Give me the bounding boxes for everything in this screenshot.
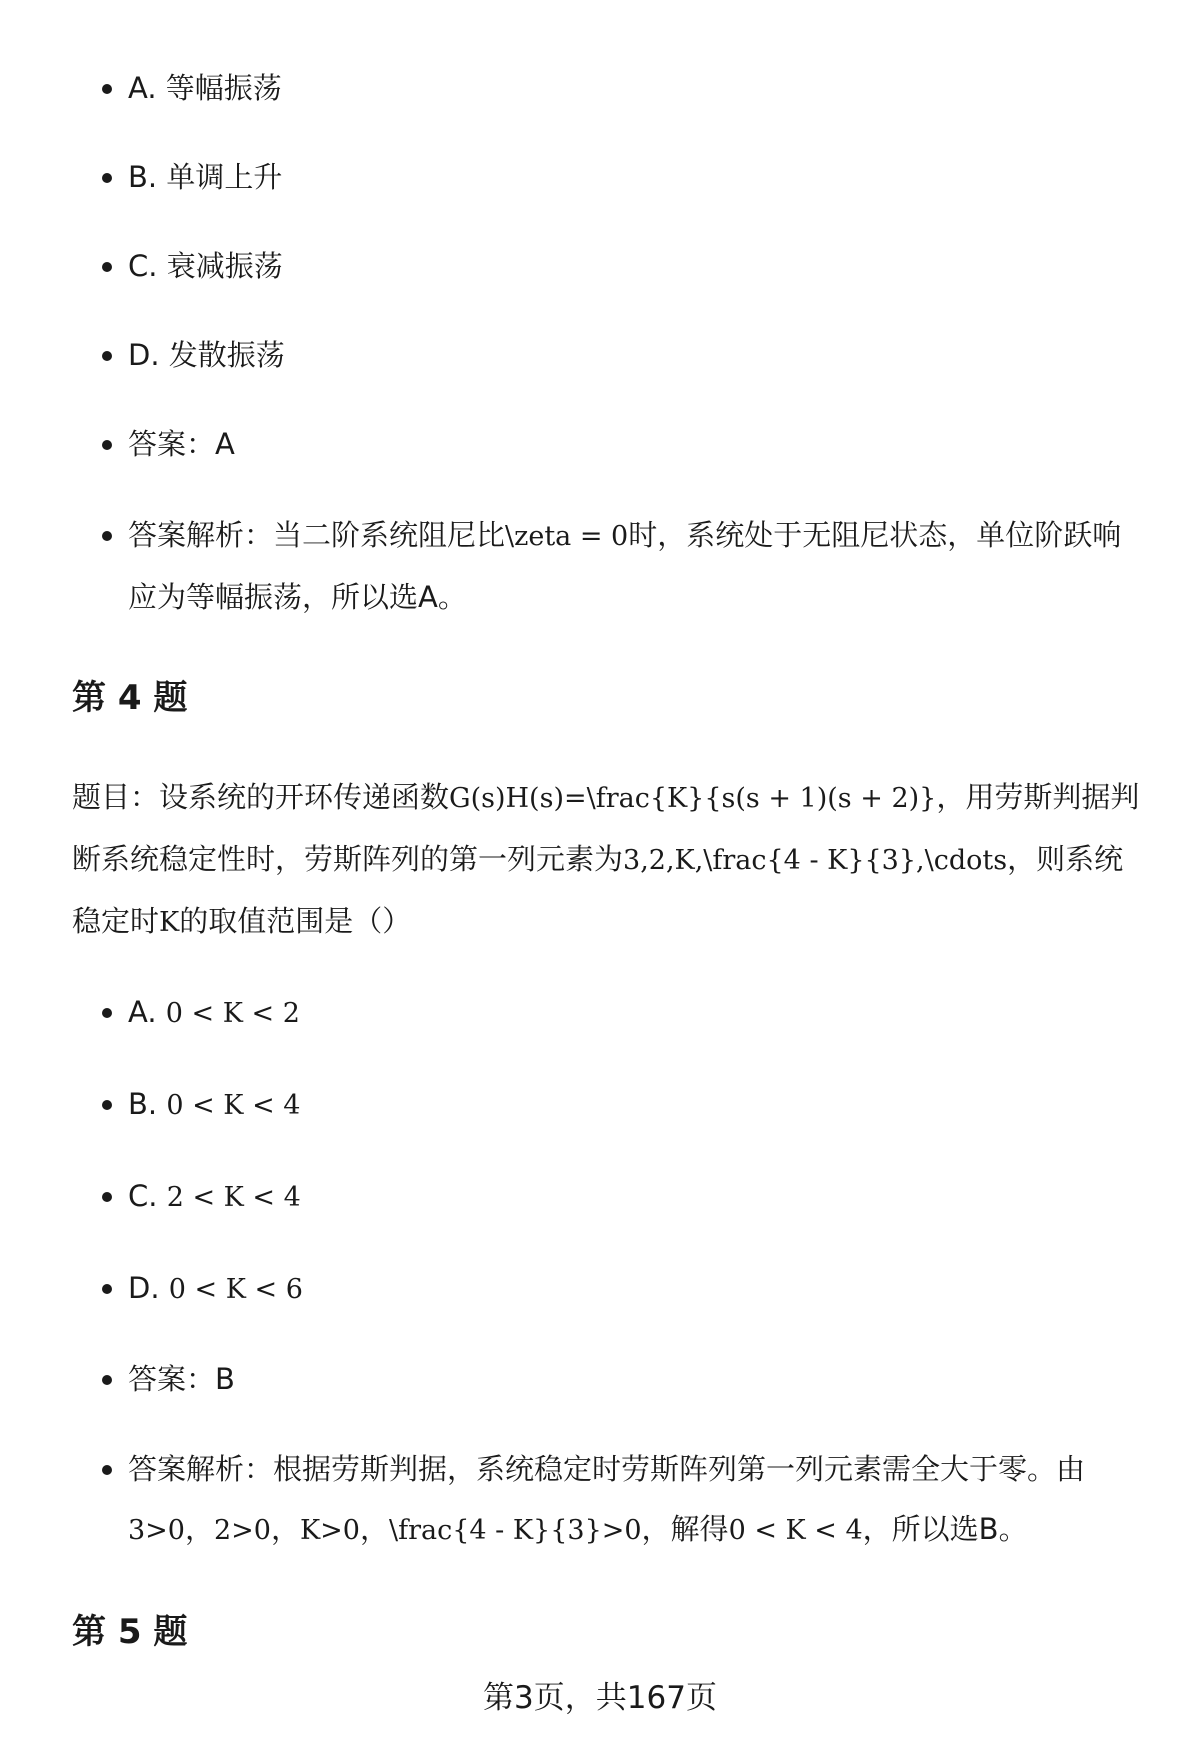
option-label: D. [128, 338, 160, 372]
q4-explanation [128, 1439, 1148, 1561]
math-expression: G(s)H(s)=\frac{K}{s(s + 1)(s + 2)} [449, 783, 937, 814]
option-label: C. [128, 249, 158, 283]
question-heading-4: 第 4 题 [72, 678, 188, 718]
explanation-text: ，所以选B。 [862, 1512, 1028, 1546]
q3-option-a [128, 58, 1148, 118]
explanation-text: 时，系统处于无阻尼状态，单位阶跃响应为等幅振荡，所以选A。 [128, 518, 1122, 614]
q4-answer [128, 1349, 1148, 1409]
option-label: A. [128, 71, 157, 105]
stem-text: ，用劳斯判据判断系统稳定性时，劳斯阵列的第一列元素为 [72, 780, 1140, 876]
q4-option-b [128, 1074, 1148, 1136]
q4-option-a [128, 982, 1148, 1044]
answer-text: 答案：B [128, 1362, 235, 1396]
option-math: 0 < K < 4 [166, 1090, 301, 1121]
option-text: 发散振荡 [168, 338, 285, 372]
q3-answer [128, 414, 1148, 474]
math-expression: \zeta = 0 [505, 521, 629, 552]
answer-text: 答案：A [128, 427, 235, 461]
explanation-text: ， [359, 1512, 389, 1546]
explanation-text: ， [184, 1512, 214, 1546]
question-heading-5: 第 5 题 [72, 1612, 188, 1652]
q4-option-c [128, 1166, 1148, 1228]
explanation-text: 答案解析：根据劳斯判据，系统稳定时劳斯阵列第一列元素需全大于零。由 [128, 1452, 1086, 1486]
math-expression: \frac{4 - K}{3}>0 [389, 1515, 642, 1546]
option-label: D. [128, 1271, 160, 1305]
q3-explanation [128, 505, 1148, 627]
question-stem [72, 767, 1152, 953]
math-expression: 3,2,K,\frac{4 - K}{3},\cdots [623, 845, 1008, 876]
math-expression: K>0 [300, 1515, 360, 1546]
math-expression: K [159, 907, 180, 938]
option-label: C. [128, 1179, 158, 1213]
option-math: 2 < K < 4 [166, 1182, 301, 1213]
explanation-text: 答案解析：当二阶系统阻尼比 [128, 518, 506, 552]
stem-text: 的取值范围是（） [179, 904, 412, 938]
stem-text: 题目：设系统的开环传递函数 [72, 780, 450, 814]
q3-option-c [128, 236, 1148, 296]
explanation-text: ， [270, 1512, 300, 1546]
math-expression: 3>0 [128, 1515, 185, 1546]
math-expression: 2>0 [214, 1515, 271, 1546]
stem-text: ，则系统稳定时 [72, 842, 1124, 938]
option-text: 单调上升 [166, 160, 283, 194]
explanation-text: ，解得 [641, 1512, 729, 1546]
option-label: B. [128, 1087, 158, 1121]
option-text: 衰减振荡 [166, 249, 283, 283]
option-math: 0 < K < 6 [168, 1274, 303, 1305]
q3-option-d [128, 325, 1148, 385]
math-expression: 0 < K < 4 [728, 1515, 863, 1546]
option-math: 0 < K < 2 [165, 998, 300, 1029]
option-label: B. [128, 160, 158, 194]
option-text: 等幅振荡 [165, 71, 282, 105]
q4-option-d [128, 1258, 1148, 1320]
page-number-footer: 第3页，共167页 [483, 1680, 717, 1716]
option-label: A. [128, 995, 157, 1029]
q3-option-b [128, 147, 1148, 207]
